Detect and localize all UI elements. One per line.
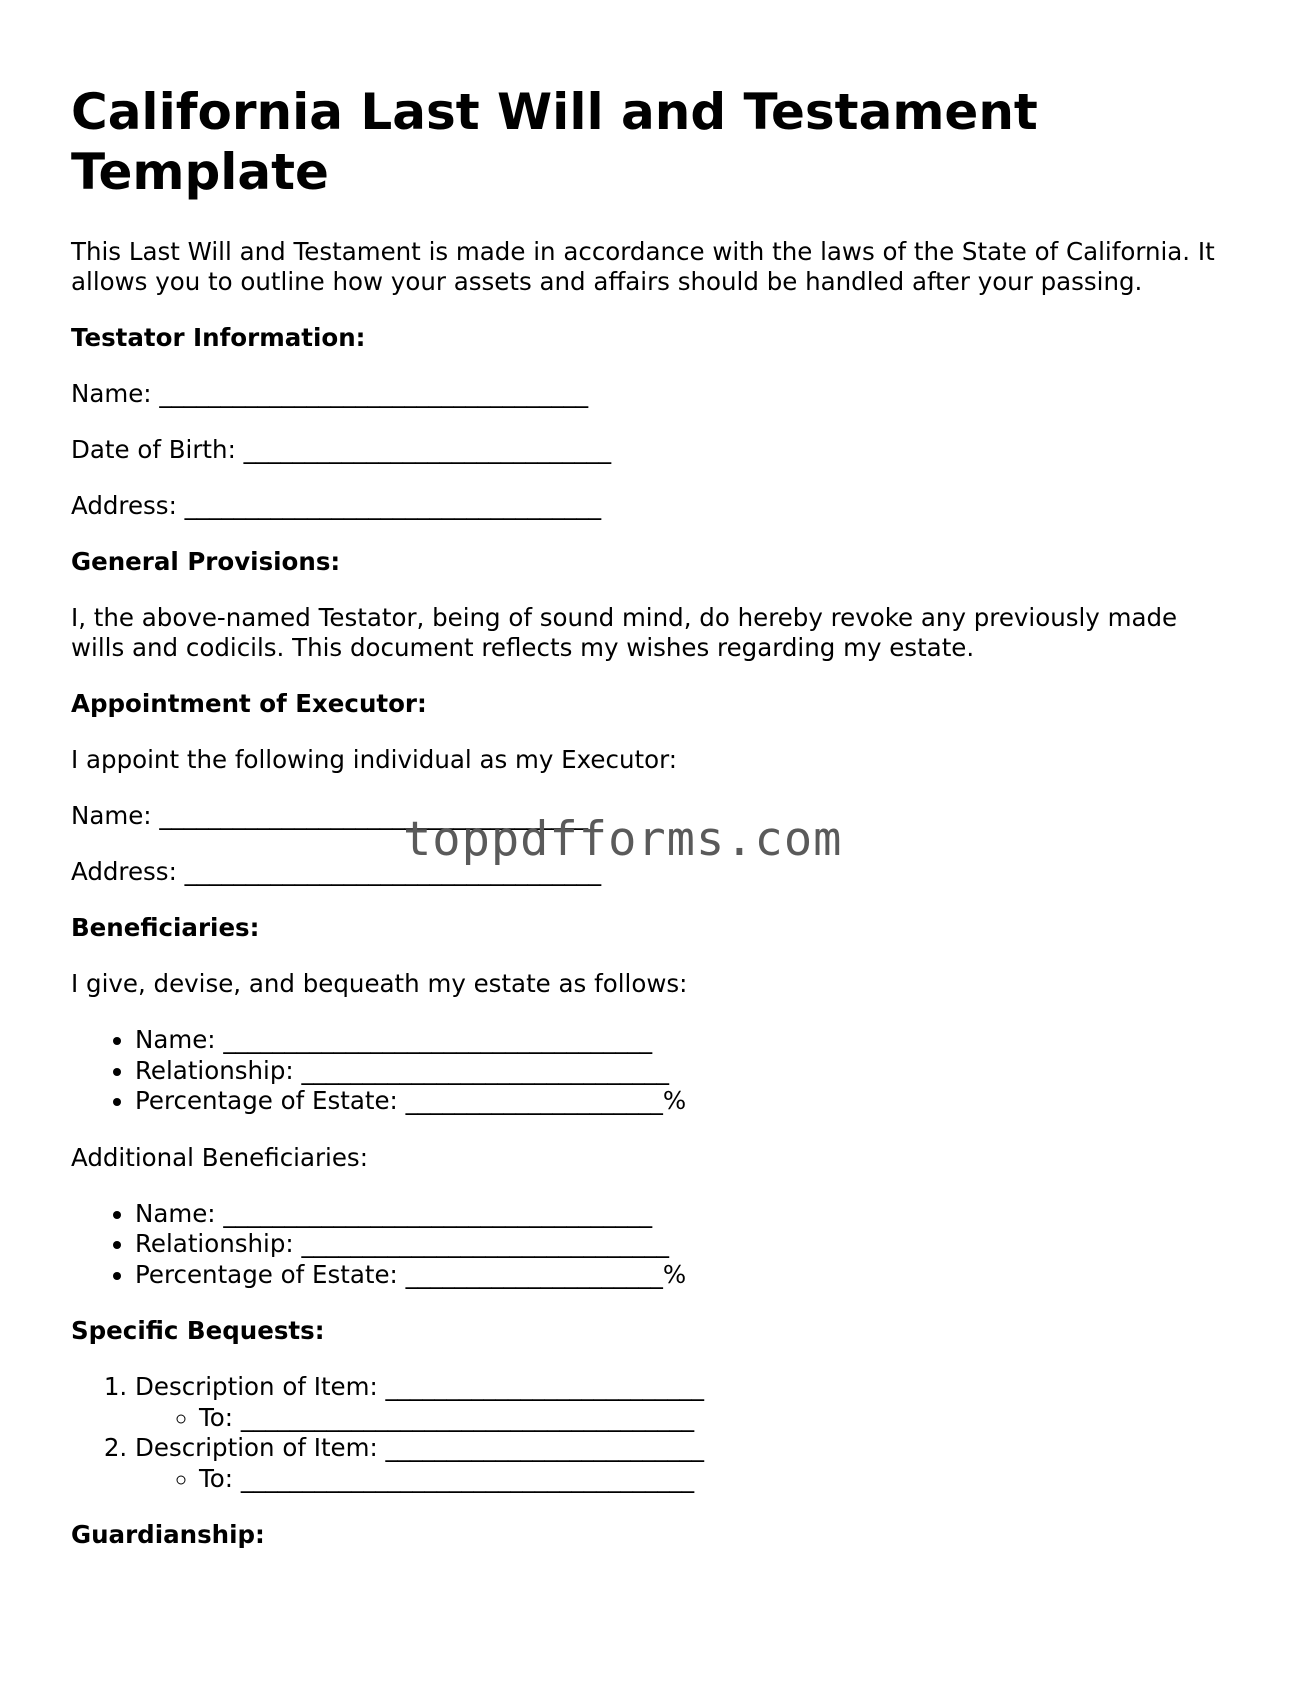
beneficiaries-heading: Beneficiaries: bbox=[71, 913, 260, 942]
bequest-to-field[interactable]: ◦ To: _____________________________________ bbox=[199, 1403, 1231, 1434]
additional-beneficiary-name-field[interactable]: • Name: ___________________________________ bbox=[135, 1199, 1231, 1230]
additional-beneficiary-percentage-field[interactable]: • Percentage of Estate: _____________________% bbox=[135, 1260, 1231, 1291]
general-provisions-text: I, the above-named Testator, being of sound mind, do hereby revoke any previously made wills and codicils. This document reflects my wishes regarding my estate. bbox=[71, 603, 1178, 662]
executor-intro-text: I appoint the following individual as my Executor: bbox=[71, 745, 677, 774]
watermark: toppdfforms.com bbox=[403, 812, 843, 867]
testator-dob-field[interactable]: Date of Birth: ______________________________ bbox=[71, 435, 612, 464]
beneficiary-name-field[interactable]: • Name: ___________________________________ bbox=[135, 1025, 1231, 1056]
testator-address-field[interactable]: Address: __________________________________ bbox=[71, 491, 602, 520]
guardianship-heading: Guardianship: bbox=[71, 1520, 265, 1549]
bequest-item bbox=[135, 1433, 1231, 1494]
bequests-list bbox=[71, 1372, 1231, 1494]
bequest-description-field[interactable]: Description of Item: __________________________ bbox=[135, 1372, 705, 1401]
general-provisions-heading: General Provisions: bbox=[71, 547, 341, 576]
additional-beneficiary-list bbox=[71, 1199, 1231, 1291]
additional-beneficiaries-label: Additional Beneficiaries: bbox=[71, 1142, 368, 1172]
specific-bequests-heading: Specific Bequests: bbox=[71, 1316, 325, 1345]
primary-beneficiary-list bbox=[71, 1025, 1231, 1117]
beneficiary-relationship-field[interactable]: • Relationship: ______________________________ bbox=[135, 1056, 1231, 1087]
bequest-recipient-list bbox=[135, 1403, 1231, 1434]
executor-name-field[interactable]: Name: ___________________________________ bbox=[71, 801, 589, 830]
bequest-description-field[interactable]: Description of Item: __________________________ bbox=[135, 1433, 705, 1462]
testator-name-field[interactable]: Name: ___________________________________ bbox=[71, 379, 589, 408]
bequest-item bbox=[135, 1372, 1231, 1433]
bequest-recipient-list bbox=[135, 1464, 1231, 1495]
beneficiaries-intro-text: I give, devise, and bequeath my estate as follows: bbox=[71, 969, 688, 998]
executor-heading: Appointment of Executor: bbox=[71, 689, 427, 718]
bequest-to-field[interactable]: ◦ To: _____________________________________ bbox=[199, 1464, 1231, 1495]
testator-heading: Testator Information: bbox=[71, 323, 366, 352]
additional-beneficiary-relationship-field[interactable]: • Relationship: ______________________________ bbox=[135, 1229, 1231, 1260]
beneficiary-percentage-field[interactable]: • Percentage of Estate: _____________________% bbox=[135, 1086, 1231, 1117]
intro-paragraph: This Last Will and Testament is made in accordance with the laws of the State of California. It allows you to outline how your assets and affairs should be handled after your passing. bbox=[71, 237, 1215, 296]
executor-address-field[interactable]: Address: __________________________________ bbox=[71, 857, 602, 886]
page-title: California Last Will and Testament Template bbox=[71, 83, 1038, 201]
